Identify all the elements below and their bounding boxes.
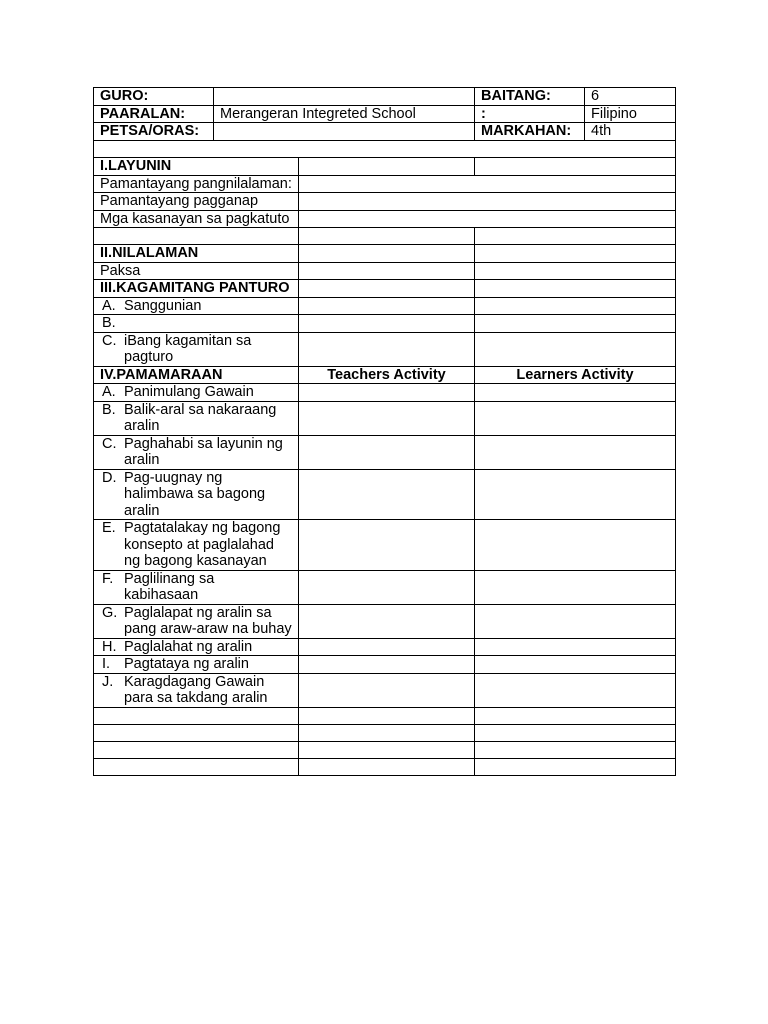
pamamaraan-item-row [94, 570, 676, 604]
item-text: Sanggunian [124, 297, 202, 314]
cell[interactable] [299, 435, 475, 469]
subject-value[interactable]: Filipino [585, 105, 676, 123]
item-text: Pag-uugnay ng halimbawa sa bagong aralin [124, 469, 266, 519]
item-letter: D. [102, 469, 117, 486]
cell[interactable] [475, 520, 676, 571]
pamamaraan-item-row [94, 673, 676, 707]
cell[interactable] [475, 604, 676, 638]
pamamaraan-item-row [94, 435, 676, 469]
cell[interactable] [299, 570, 475, 604]
cell[interactable] [475, 758, 676, 775]
item-letter: F. [102, 570, 114, 587]
spacer-cell [94, 140, 676, 157]
markahan-value[interactable]: 4th [585, 123, 676, 141]
cell[interactable] [299, 604, 475, 638]
cell[interactable] [299, 469, 475, 520]
item-text: Paglilinang sa kabihasaan [124, 570, 215, 603]
pamamaraan-item-row [94, 604, 676, 638]
cell[interactable] [299, 401, 475, 435]
pamamaraan-row [94, 366, 676, 384]
cell[interactable] [475, 638, 676, 656]
cell[interactable] [299, 707, 475, 724]
blank-row [94, 758, 676, 775]
layunin-heading: I.LAYUNIN [94, 158, 299, 176]
header-row-guro [94, 88, 676, 106]
kagamitang-item-row [94, 297, 676, 315]
cell[interactable] [475, 724, 676, 741]
cell[interactable] [475, 707, 676, 724]
cell[interactable] [475, 158, 676, 176]
pamamaraan-heading: IV.PAMAMARAAN [94, 366, 299, 384]
paksa-row [94, 262, 676, 280]
kagamitang-item [94, 297, 299, 315]
cell[interactable] [299, 228, 475, 245]
item-text: iBang kagamitan sa pagturo [124, 332, 252, 365]
colon-label: : [475, 105, 585, 123]
pamantayang-nilalaman-label: Pamantayang pangnilalaman: [94, 175, 299, 193]
kagamitang-row [94, 280, 676, 298]
cell[interactable] [475, 245, 676, 263]
baitang-label: BAITANG: [475, 88, 585, 106]
pamamaraan-item [94, 570, 299, 604]
nilalaman-row [94, 245, 676, 263]
item-letter: J. [102, 673, 114, 690]
header-table [93, 87, 676, 158]
pamantayang-nilalaman-value[interactable] [299, 175, 676, 193]
cell[interactable] [94, 228, 299, 245]
guro-value[interactable] [214, 88, 475, 106]
pamamaraan-item [94, 384, 299, 402]
cell[interactable] [475, 228, 676, 245]
cell[interactable] [475, 262, 676, 280]
layunin-row [94, 158, 676, 176]
markahan-label: MARKAHAN: [475, 123, 585, 141]
cell[interactable] [299, 673, 475, 707]
item-text: Balik-aral sa nakaraang aralin [124, 401, 277, 434]
cell[interactable] [475, 280, 676, 298]
pamamaraan-item [94, 520, 299, 571]
mga-kasanayan-value[interactable] [299, 210, 676, 228]
pamantayang-pagganap-label: Pamantayang pagganap [94, 193, 299, 211]
pamamaraan-item-row [94, 401, 676, 435]
blank-row [94, 741, 676, 758]
item-text: Pagtataya ng aralin [124, 656, 249, 672]
item-text: Karagdagang Gawain para sa takdang aralin [124, 673, 268, 706]
baitang-value[interactable]: 6 [585, 88, 676, 106]
header-row-paaralan [94, 105, 676, 123]
mga-kasanayan-row [94, 210, 676, 228]
pamamaraan-item-row [94, 638, 676, 656]
blank-row [94, 228, 676, 245]
pamamaraan-item [94, 638, 299, 656]
kagamitang-item-row [94, 315, 676, 333]
kagamitang-item [94, 332, 299, 366]
item-letter: A. [102, 297, 116, 314]
cell[interactable] [299, 638, 475, 656]
learners-activity-header: Learners Activity [475, 366, 676, 384]
item-text: Paglalapat ng aralin sa pang araw-araw na buhay [124, 604, 292, 637]
pamamaraan-item-row [94, 656, 676, 674]
cell[interactable] [94, 724, 299, 741]
item-letter: A. [102, 384, 116, 400]
pamantayang-pagganap-value[interactable] [299, 193, 676, 211]
kagamitang-heading: III.KAGAMITANG PANTURO [94, 280, 299, 298]
pamamaraan-item [94, 656, 299, 674]
cell[interactable] [475, 384, 676, 402]
item-letter: I. [102, 656, 111, 672]
cell[interactable] [299, 520, 475, 571]
item-text: Pagtatalakay ng bagong konsepto at paglalahad ng bagong kasanayan [124, 520, 281, 569]
cell[interactable] [299, 297, 475, 315]
item-text: Paghahabi sa layunin ng aralin [124, 435, 283, 468]
header-row-petsa [94, 123, 676, 141]
blank-row [94, 707, 676, 724]
cell[interactable] [299, 741, 475, 758]
cell[interactable] [94, 758, 299, 775]
petsa-value[interactable] [214, 123, 475, 141]
item-letter: H. [102, 638, 117, 655]
teachers-activity-header: Teachers Activity [299, 366, 475, 384]
pamamaraan-item [94, 673, 299, 707]
pamamaraan-item [94, 469, 299, 520]
cell[interactable] [299, 280, 475, 298]
cell[interactable] [299, 332, 475, 366]
pamamaraan-item-row [94, 520, 676, 571]
item-letter: G. [102, 604, 118, 621]
cell[interactable] [94, 707, 299, 724]
pamamaraan-item [94, 435, 299, 469]
pamamaraan-item-row [94, 384, 676, 402]
cell[interactable] [299, 158, 475, 176]
cell[interactable] [299, 656, 475, 674]
cell[interactable] [475, 401, 676, 435]
cell[interactable] [475, 297, 676, 315]
item-text: Panimulang Gawain [124, 384, 254, 400]
paaralan-value[interactable]: Merangeran Integreted School [214, 105, 475, 123]
cell[interactable] [475, 741, 676, 758]
pamamaraan-item [94, 401, 299, 435]
item-text: Paglalahat ng aralin [124, 638, 253, 655]
paksa-label: Paksa [94, 262, 299, 280]
blank-row [94, 724, 676, 741]
item-letter: B. [102, 315, 116, 331]
kagamitang-item [94, 315, 299, 333]
cell[interactable] [475, 469, 676, 520]
cell[interactable] [299, 315, 475, 333]
mga-kasanayan-label: Mga kasanayan sa pagkatuto [94, 210, 299, 228]
cell[interactable] [475, 332, 676, 366]
kagamitang-item-row [94, 332, 676, 366]
cell[interactable] [475, 673, 676, 707]
pamantayang-pagganap-row [94, 193, 676, 211]
nilalaman-heading: II.NILALAMAN [94, 245, 299, 263]
cell[interactable] [299, 245, 475, 263]
item-letter: C. [102, 435, 117, 452]
cell[interactable] [475, 435, 676, 469]
cell[interactable] [94, 741, 299, 758]
cell[interactable] [475, 656, 676, 674]
pamamaraan-item-row [94, 469, 676, 520]
cell[interactable] [299, 724, 475, 741]
cell[interactable] [299, 262, 475, 280]
cell[interactable] [299, 384, 475, 402]
pamantayang-nilalaman-row [94, 175, 676, 193]
header-spacer-row [94, 140, 676, 157]
cell[interactable] [299, 758, 475, 775]
lesson-plan-table [93, 157, 676, 776]
item-letter: B. [102, 401, 116, 418]
guro-label: GURO: [94, 88, 214, 106]
cell[interactable] [475, 570, 676, 604]
paaralan-label: PAARALAN: [94, 105, 214, 123]
petsa-label: PETSA/ORAS: [94, 123, 214, 141]
cell[interactable] [475, 315, 676, 333]
pamamaraan-item [94, 604, 299, 638]
item-letter: E. [102, 520, 116, 536]
item-letter: C. [102, 332, 117, 349]
